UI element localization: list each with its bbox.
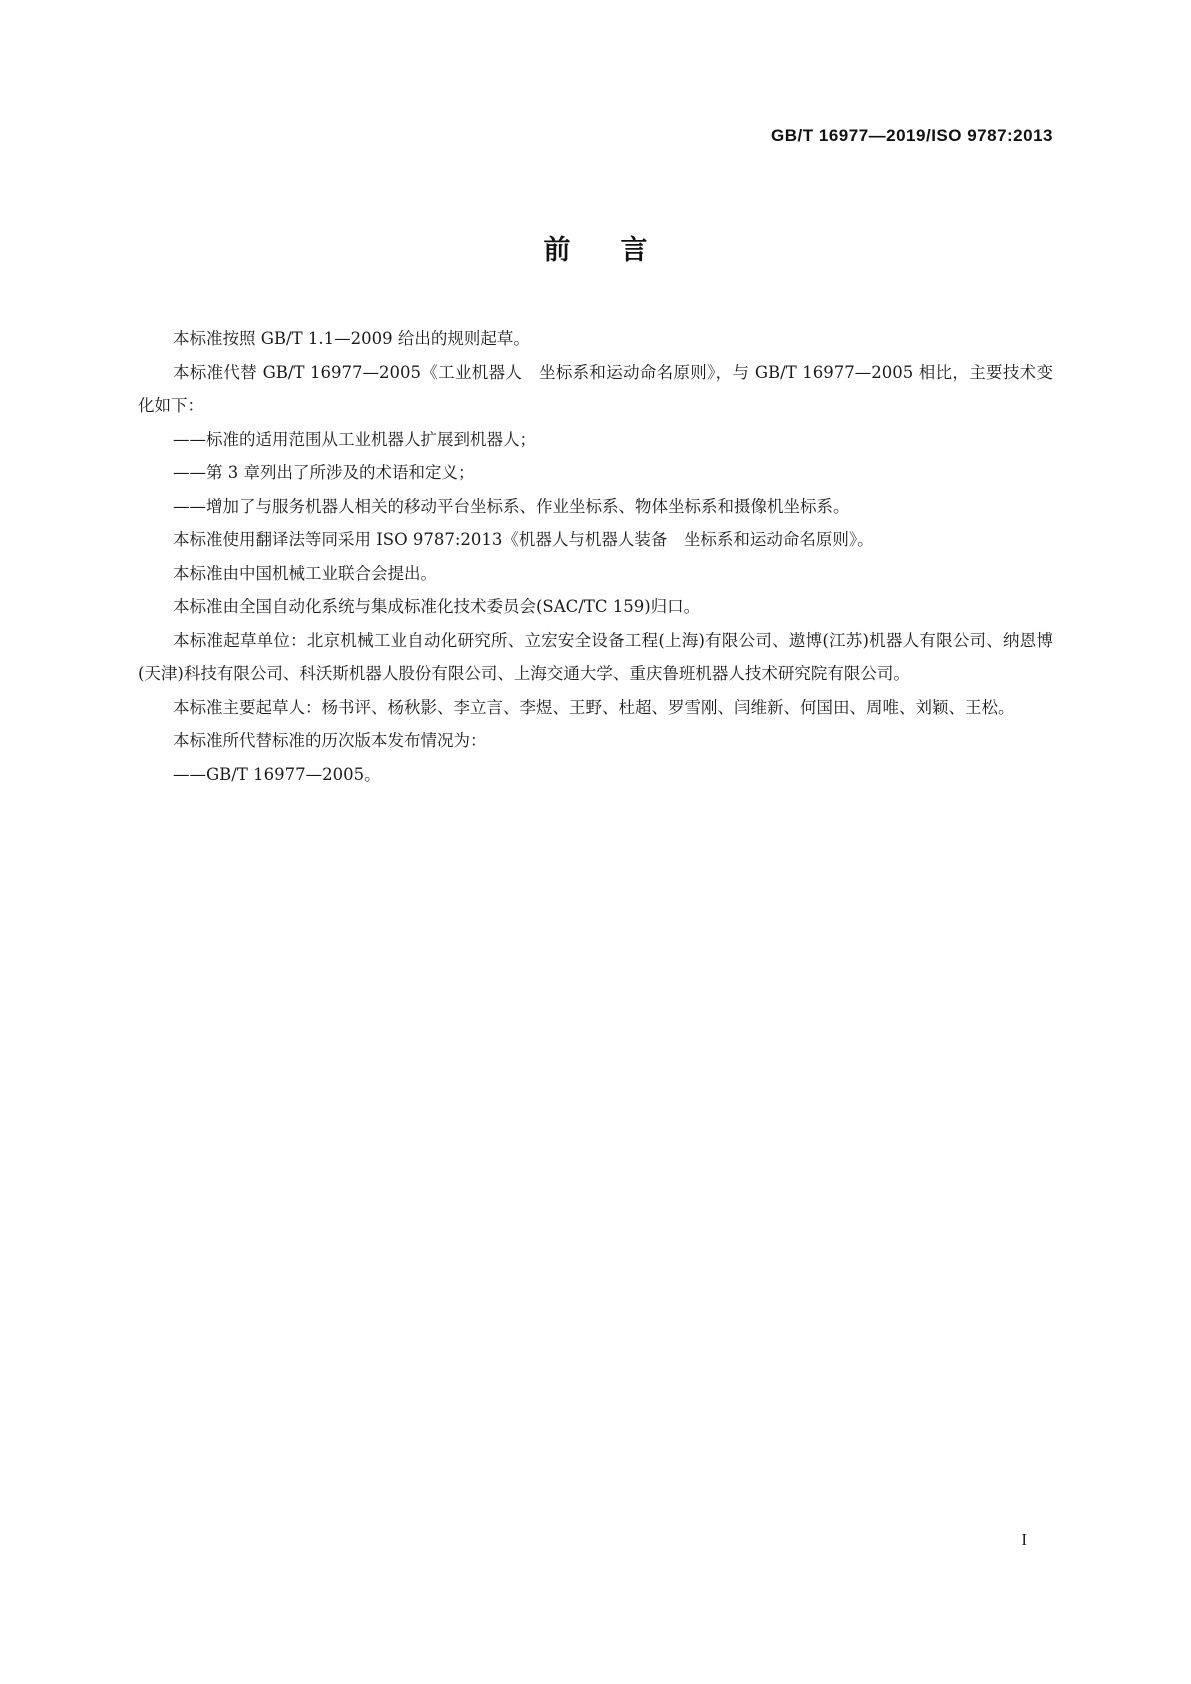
paragraph-drafting-organizations: 本标准起草单位：北京机械工业自动化研究所、立宏安全设备工程(上海)有限公司、遨博(江苏)机器人有限公司、纳恩博(天津)科技有限公司、科沃斯机器人股份有限公司、上海交通大学、重庆鲁班机器人技术研究院有限公司。 (138, 630, 1053, 683)
standard-code-header: GB/T 16977—2019/ISO 9787:2013 (771, 126, 1053, 145)
paragraph-previous-versions: 本标准所代替标准的历次版本发布情况为： (173, 731, 487, 750)
paragraph-translation-method: 本标准使用翻译法等同采用 ISO 9787:2013《机器人与机器人装备 坐标系和运动命名原则》。 (173, 530, 874, 549)
list-item-change-scope: ——标准的适用范围从工业机器人扩展到机器人； (173, 429, 536, 449)
list-item-previous-version: ——GB/T 16977—2005。 (173, 764, 381, 784)
paragraph-main-drafters: 本标准主要起草人：杨书评、杨秋影、李立言、李煜、王野、杜超、罗雪刚、闫维新、何国田、周唯、刘颖、王松。 (173, 697, 1015, 717)
list-item-change-coordinate-systems: ——增加了与服务机器人相关的移动平台坐标系、作业坐标系、物体坐标系和摄像机坐标系。 (173, 496, 850, 516)
page-title: 前言 (543, 235, 698, 266)
foreword-body (138, 322, 1053, 791)
paragraph-replacement: 本标准代替 GB/T 16977—2005《工业机器人 坐标系和运动命名原则》，与 GB/T 16977—2005 相比，主要技术变化如下： (138, 362, 1053, 415)
list-item-change-terms: ——第 3 章列出了所涉及的术语和定义； (173, 463, 475, 482)
paragraph-administered-by: 本标准由全国自动化系统与集成标准化技术委员会(SAC/TC 159)归口。 (173, 597, 701, 616)
paragraph-proposed-by: 本标准由中国机械工业联合会提出。 (173, 563, 437, 583)
page-number: I (1021, 1530, 1027, 1549)
paragraph-drafting-rules: 本标准按照 GB/T 1.1—2009 给出的规则起草。 (173, 329, 530, 348)
